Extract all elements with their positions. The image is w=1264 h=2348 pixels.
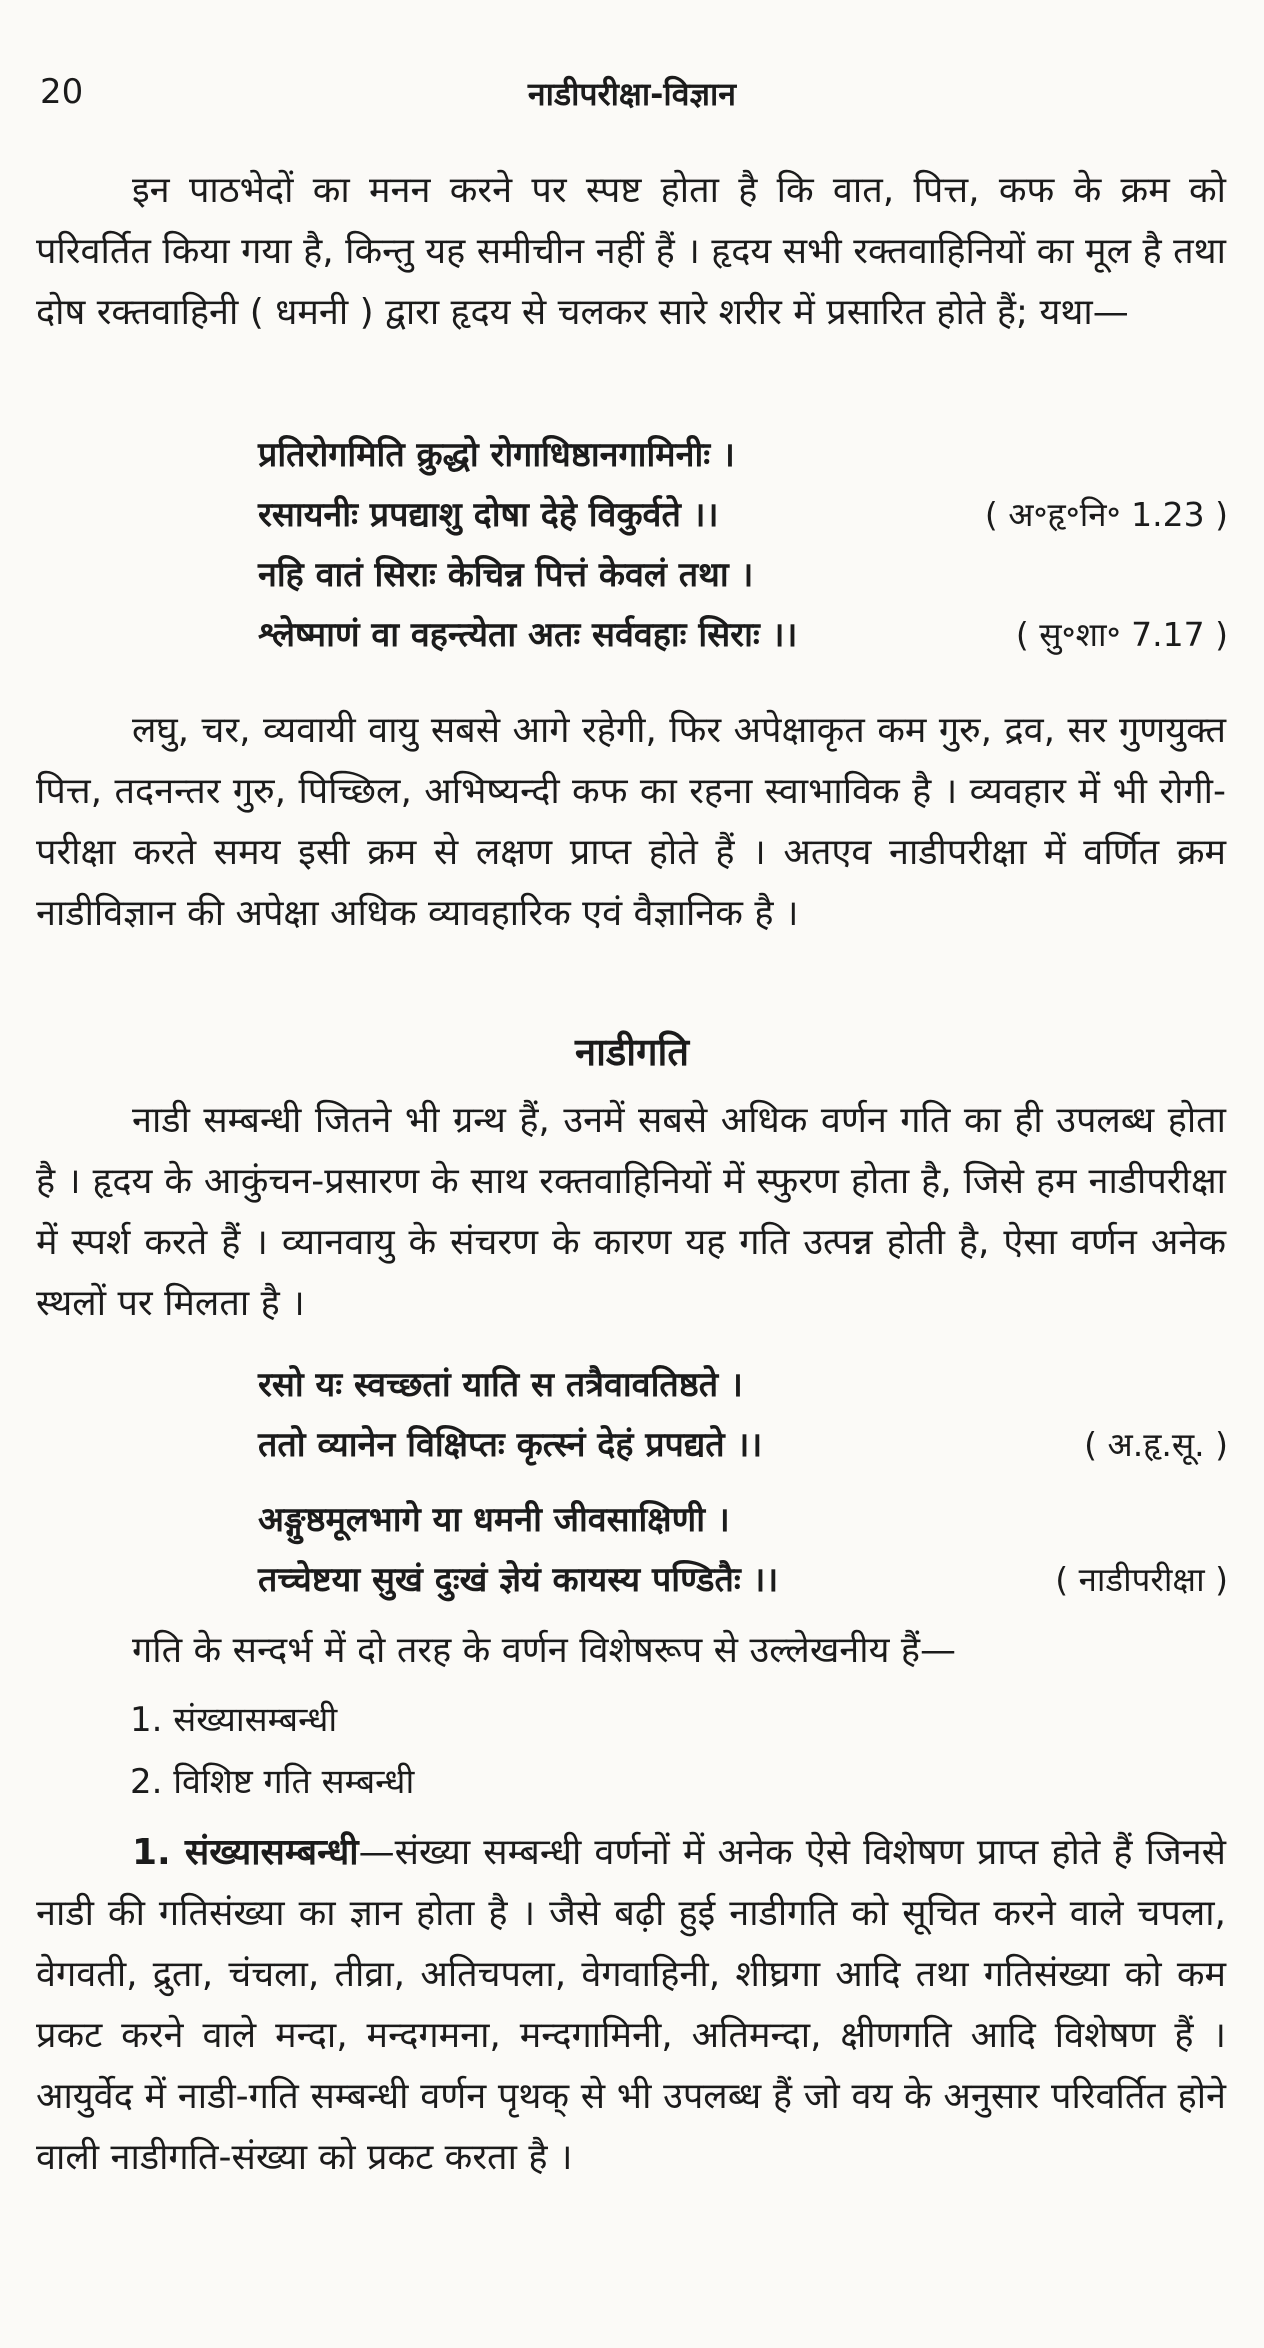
paragraph-5 bbox=[36, 1822, 1226, 2188]
verse-line: तच्चेष्टया सुखं दुःखं ज्ञेयं कायस्य पण्डितैः ।। ( नाडीपरीक्षा ) bbox=[258, 1560, 1228, 1600]
verse-line: रसो यः स्वच्छतां याति स तत्रैवावतिष्ठते । bbox=[258, 1365, 743, 1405]
paragraph-5-label: 1. संख्यासम्बन्धी bbox=[132, 1832, 359, 1873]
verse-block-1 bbox=[258, 425, 1228, 665]
page-number: 20 bbox=[40, 72, 84, 112]
paragraph-3: नाडी सम्बन्धी जितने भी ग्रन्थ हैं, उनमें सबसे अधिक वर्णन गति का ही उपलब्ध होता है । हृदय के आकुंचन-प्रसारण के साथ रक्तवाहिनियों में स्फुरण होता है, जिसे हम नाडीपरीक्षा में स्पर्श करते हैं । व्यानवायु के संचरण के कारण यह गति उत्पन्न होती है, ऐसा वर्णन अनेक स्थलों पर मिलता है । bbox=[36, 1100, 1226, 1324]
list-item-1: 1. संख्यासम्बन्धी bbox=[130, 1700, 338, 1740]
verse-block-2 bbox=[258, 1355, 1228, 1475]
verse-line: प्रतिरोगमिति क्रुद्धो रोगाधिष्ठानगामिनीः । bbox=[258, 435, 735, 475]
verse-line: रसायनीः प्रपद्याशु दोषा देहे विकुर्वते ।। ( अ॰हृ॰नि॰ 1.23 ) bbox=[258, 495, 1228, 535]
verse-line: ततो व्यानेन विक्षिप्तः कृत्स्नं देहं प्रपद्यते ।। ( अ.हृ.सू. ) bbox=[258, 1425, 1228, 1465]
paragraph-1: इन पाठभेदों का मनन करने पर स्पष्ट होता है कि वात, पित्त, कफ के क्रम को परिवर्तित किया गया है, किन्तु यह समीचीन नहीं हैं । हृदय सभी रक्तवाहिनियों का मूल है तथा दोष रक्तवाहिनी ( धमनी ) द्वारा हृदय से चलकर सारे शरीर में प्रसारित होते हैं; यथा— bbox=[36, 170, 1226, 333]
verse-line: श्लेष्माणं वा वहन्त्येता अतः सर्ववहाः सिराः ।। ( सु॰शा॰ 7.17 ) bbox=[258, 615, 1228, 655]
paragraph-5-text: —संख्या सम्बन्धी वर्णनों में अनेक ऐसे विशेषण प्राप्त होते हैं जिनसे नाडी की गतिसंख्या का ज्ञान होता है । जैसे बढ़ी हुई नाडीगति को सूचित करने वाले चपला, वेगवती, द्रुता, चंचला, तीव्रा, अतिचपला, वेगवाहिनी, शीघ्रगा आदि तथा गतिसंख्या को कम प्रकट करने वाले मन्दा, मन्दगमना, मन्दगामिनी, अतिमन्दा, क्षीणगति आदि विशेषण हैं । आयुर्वेद में नाडी-गति सम्बन्धी वर्णन पृथक् से भी उपलब्ध हैं जो वय के अनुसार परिवर्तित होने वाली नाडीगति-संख्या को प्रकट करता है । bbox=[36, 1832, 1226, 2178]
running-title: नाडीपरीक्षा-विज्ञान bbox=[527, 75, 737, 113]
verse-line: नहि वातं सिराः केचिन्न पित्तं केवलं तथा । bbox=[258, 555, 754, 595]
paragraph-2: लघु, चर, व्यवायी वायु सबसे आगे रहेगी, फिर अपेक्षाकृत कम गुरु, द्रव, सर गुणयुक्त पित्त, तदनन्तर गुरु, पिच्छिल, अभिष्यन्दी कफ का रहना स्वाभाविक है । व्यवहार में भी रोगी-परीक्षा करते समय इसी क्रम से लक्षण प्राप्त होते हैं । अतएव नाडीपरीक्षा में वर्णित क्रम नाडीविज्ञान की अपेक्षा अधिक व्यावहारिक एवं वैज्ञानिक है । bbox=[36, 710, 1226, 934]
verse-block-3 bbox=[258, 1490, 1228, 1610]
list-item-2: 2. विशिष्ट गति सम्बन्धी bbox=[130, 1762, 415, 1802]
paragraph-4: गति के सन्दर्भ में दो तरह के वर्णन विशेषरूप से उल्लेखनीय हैं— bbox=[132, 1630, 957, 1671]
section-heading: नाडीगति bbox=[574, 1030, 689, 1074]
verse-line: अङ्गुष्ठमूलभागे या धमनी जीवसाक्षिणी । bbox=[258, 1500, 730, 1540]
